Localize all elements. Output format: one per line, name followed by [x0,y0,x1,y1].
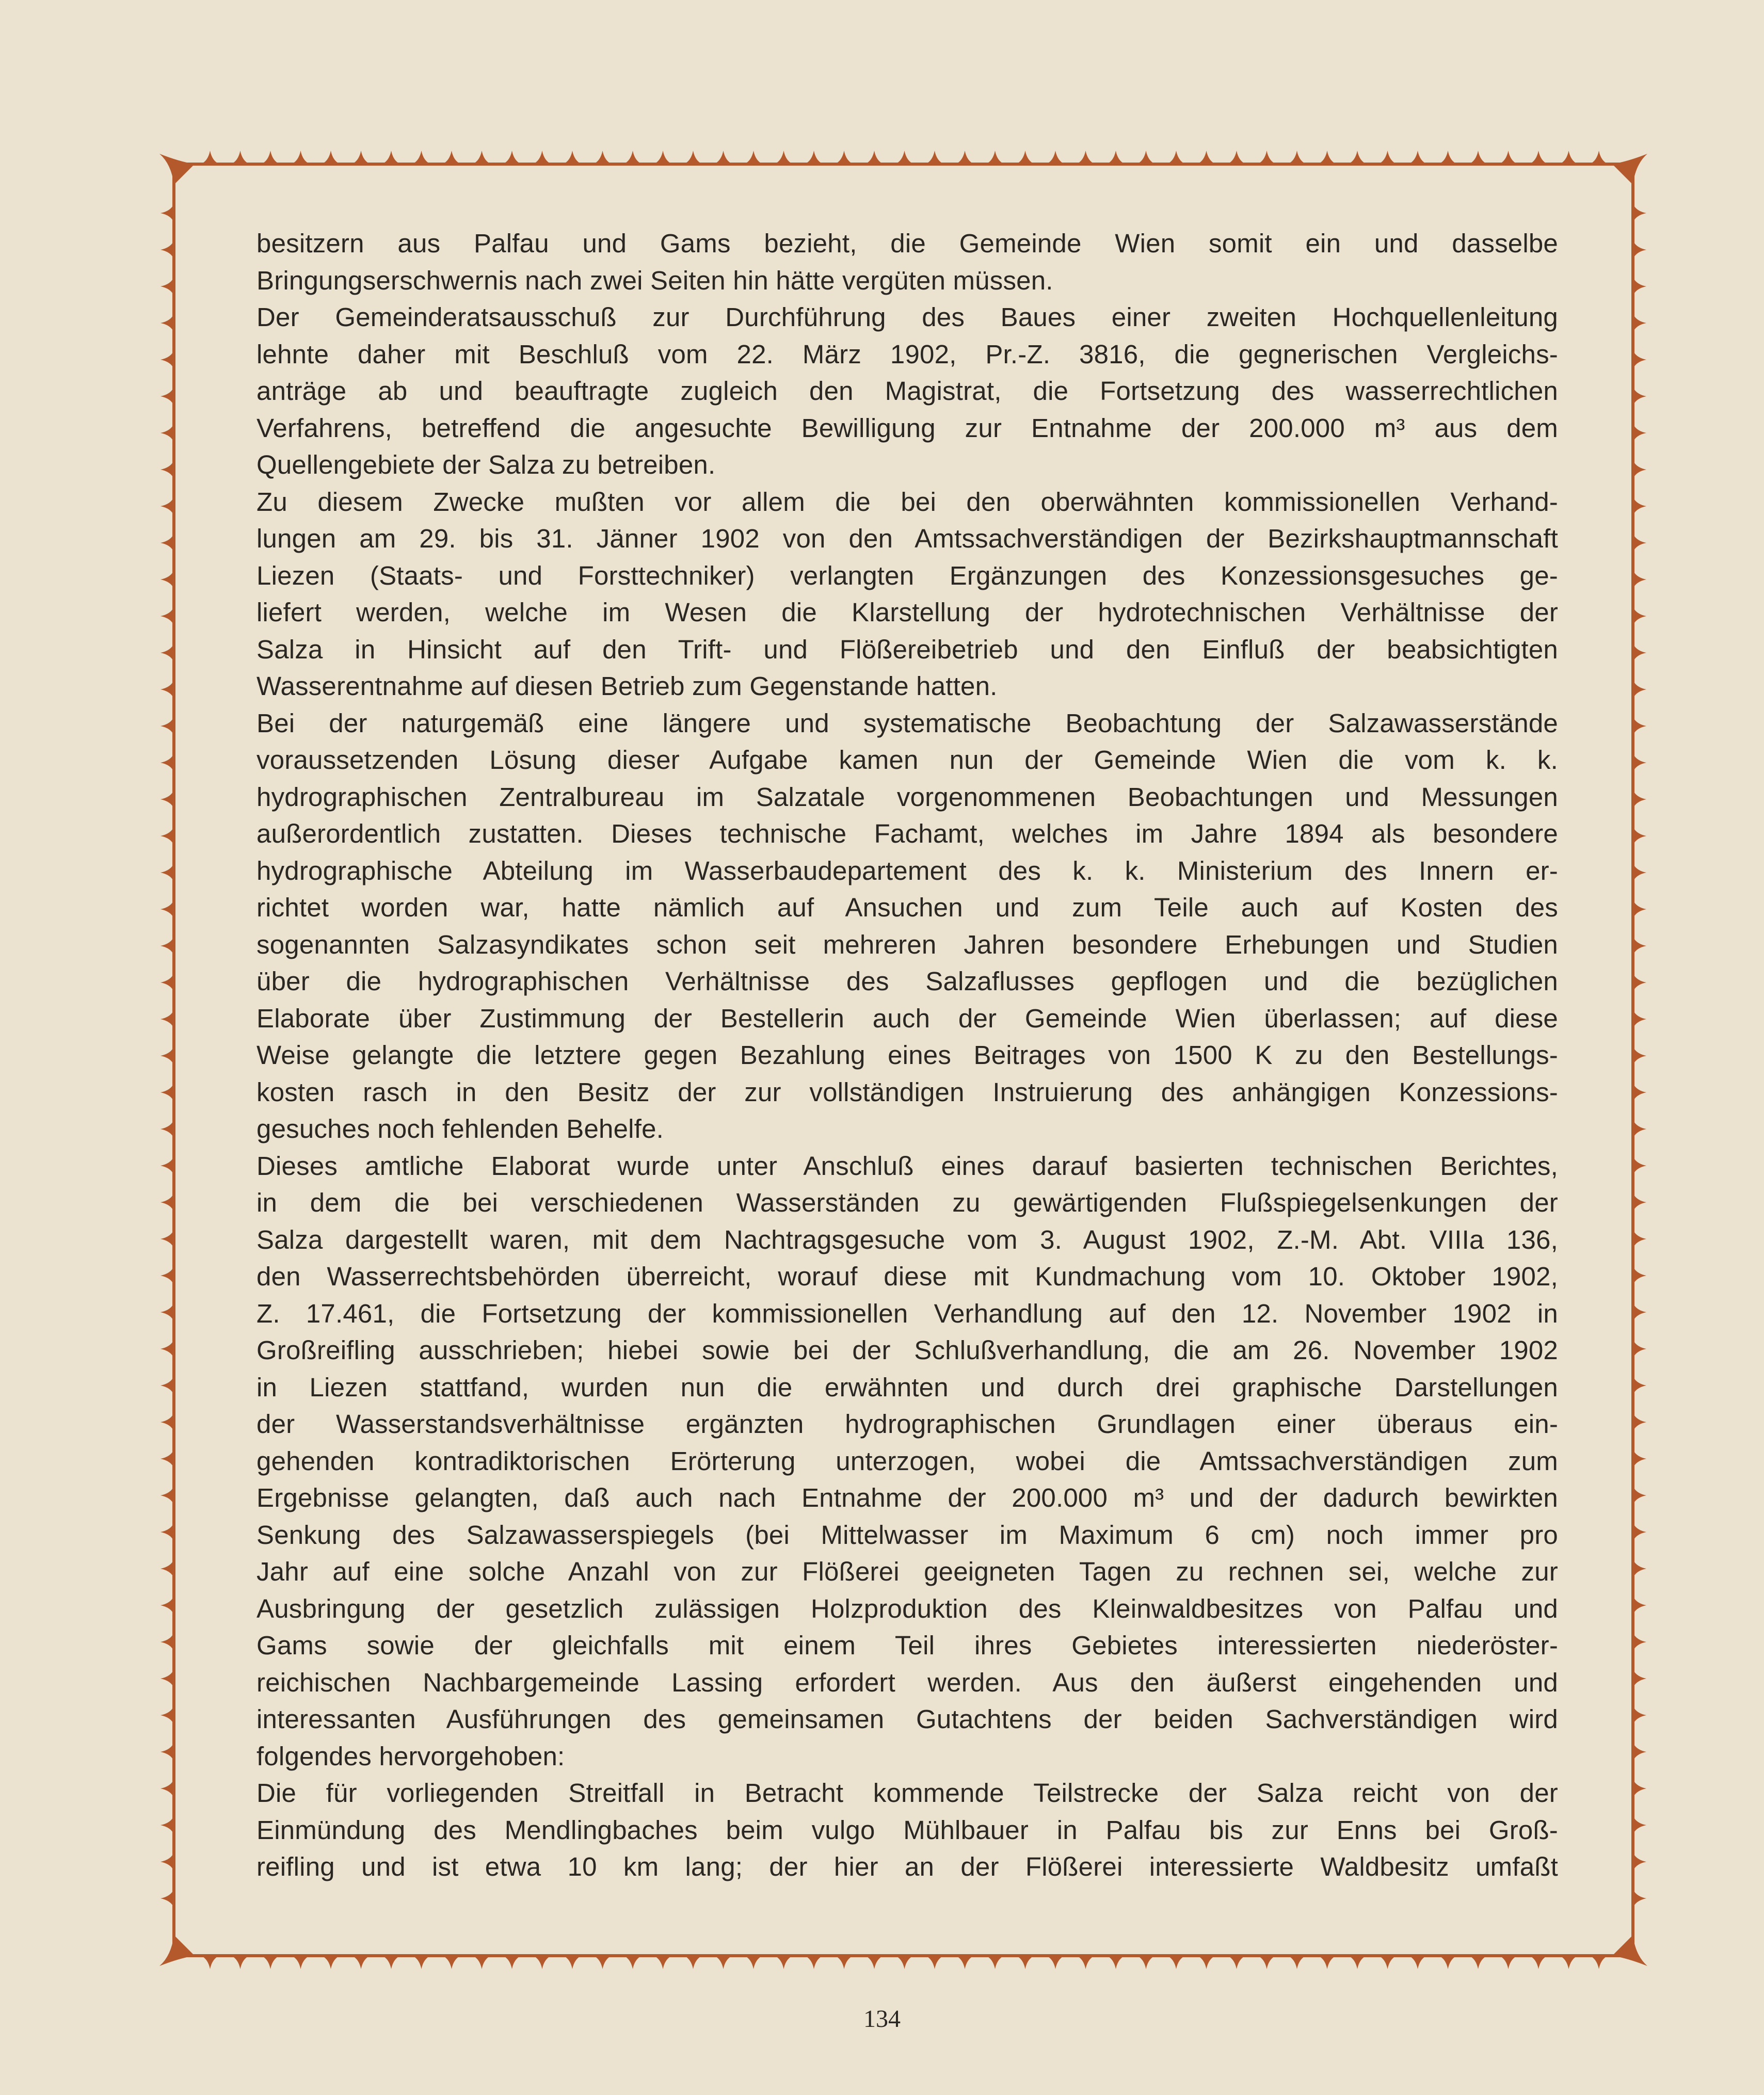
border-triangle [1633,1816,1646,1834]
border-triangle [161,277,174,296]
text-line: anträge ab und beauftragte zugleich den Magistrat, die Fortsetzung des wasserrechtlichen [256,376,1558,406]
border-triangle [1077,151,1095,164]
border-triangle [292,1956,310,1969]
border-triangle [161,1852,174,1871]
border-triangle [1167,1956,1185,1969]
text-line: liefert werden, welche im Wesen die Klarstellung der hydrotechnischen Verhältnisse der [256,598,1558,627]
text-line: über die hydrographischen Verhältnisse des Salzaflusses gepflogen und die bezüglichen [256,966,1558,996]
border-triangle [1077,1956,1095,1969]
border-triangle [1633,1413,1646,1431]
border-triangle [201,151,219,164]
border-triangle [161,1889,174,1908]
border-triangle [895,1956,914,1969]
border-triangle [473,1956,491,1969]
border-triangle [744,151,763,164]
border-triangle [1633,717,1646,735]
text-line: sogenannten Salzasyndikates schon seit mehreren Jahren besondere Erhebungen und Studien [256,929,1558,959]
border-triangle [161,1706,174,1725]
border-triangle [1633,827,1646,845]
border-triangle [1633,1449,1646,1468]
border-triangle [1499,151,1518,164]
text-line: reifling und ist etwa 10 km lang; der hier an der Flößerei interessierte Waldbesitz umfaßt [256,1852,1558,1881]
text-line: besitzern aus Palfau und Gams bezieht, die Gemeinde Wien somit ein und dasselbe [256,229,1558,258]
border-triangle [1633,387,1646,406]
border-triangle [1633,1889,1646,1908]
border-triangle [925,1956,944,1969]
text-line: den Wasserrechtsbehörden überreicht, worauf diese mit Kundmachung vom 10. Oktober 1902, [256,1262,1558,1291]
border-triangle [1633,350,1646,369]
text-line: Elaborate über Zustimmung der Bestellerin auch der Gemeinde Wien überlassen; auf diese [256,1003,1558,1033]
text-line: Großreifling ausschrieben; hiebei sowie bei der Schlußverhandlung, die am 26. November 1902 [256,1335,1558,1365]
border-triangle [956,1956,974,1969]
text-line: Z. 17.461, die Fortsetzung der kommissionellen Verhandlung auf den 12. November 1902 in [256,1298,1558,1328]
border-triangle [623,151,642,164]
border-triangle [1633,534,1646,552]
text-line: Liezen (Staats- und Forsttechniker) verlangten Ergänzungen des Konzessionsgesuches ge- [256,560,1558,590]
border-triangle [503,1956,521,1969]
border-triangle [161,1413,174,1431]
border-triangle [161,1120,174,1138]
border-triangle [1633,1596,1646,1615]
border-triangle [563,151,582,164]
border-triangle [161,1449,174,1468]
border-triangle [1590,151,1608,164]
text-line: Die für vorliegenden Streitfall in Betracht kommende Teilstrecke der Salza reicht von der [256,1778,1558,1808]
text-line: interessanten Ausführungen des gemeinsamen Gutachtens der beiden Sachverständigen wird [256,1704,1558,1734]
border-triangle [161,1266,174,1285]
border-triangle [1633,790,1646,809]
border-triangle [1378,151,1397,164]
border-triangle [382,1956,400,1969]
border-triangle [161,424,174,442]
border-triangle [1590,1956,1608,1969]
border-triangle [161,1559,174,1578]
border-triangle [1348,151,1367,164]
text-line: Ergebnisse gelangten, daß auch nach Entnahme der 200.000 m³ und der dadurch bewirkten [256,1483,1558,1512]
border-triangle [805,151,823,164]
border-triangle [654,1956,672,1969]
text-line: gehenden kontradiktorischen Erörterung unterzogen, wobei die Amtssachverständigen zum [256,1446,1558,1476]
text-line: der Wasserstandsverhältnisse ergänzten hydrographischen Grundlagen einer überaus ein- [256,1409,1558,1439]
border-triangle [161,460,174,479]
border-triangle [161,643,174,662]
border-triangle [161,1596,174,1615]
border-triangle [1046,1956,1065,1969]
border-triangle [1469,151,1487,164]
border-triangle [161,900,174,918]
border-triangle [1633,680,1646,699]
border-triangle [1633,753,1646,772]
border-triangle [1529,151,1548,164]
border-triangle [161,1340,174,1358]
text-line: außerordentlich zustatten. Dieses technische Fachamt, welches im Jahre 1894 als besondere [256,819,1558,848]
border-triangle [594,1956,612,1969]
border-triangle [352,1956,371,1969]
text-line: lungen am 29. bis 31. Jänner 1902 von den Amtssachverständigen der Bezirkshauptmannschaft [256,524,1558,553]
border-triangle [563,1956,582,1969]
border-triangle [1499,1956,1518,1969]
border-triangle [1633,1743,1646,1761]
border-triangle [161,717,174,735]
text-line: Bei der naturgemäß eine längere und systematische Beobachtung der Salzawasserstände [256,708,1558,738]
border-triangle [1633,1633,1646,1651]
border-triangle [1167,151,1185,164]
border-triangle [1378,1956,1397,1969]
border-triangle [1633,277,1646,296]
text-line: in Liezen stattfand, wurden nun die erwähnten und durch drei graphische Darstellungen [256,1372,1558,1402]
border-triangle [161,1743,174,1761]
border-triangle [1633,607,1646,625]
text-line: Gams sowie der gleichfalls mit einem Teil ihres Gebietes interessierten niederöster- [256,1631,1558,1660]
border-triangle [1633,1669,1646,1688]
border-triangle [1633,1559,1646,1578]
corner-ornament [159,1935,195,1966]
border-triangle [1633,1706,1646,1725]
border-triangle [895,151,914,164]
border-triangle [161,827,174,845]
border-triangle [161,534,174,552]
border-triangle [442,1956,461,1969]
corner-ornament [1612,1935,1647,1966]
border-triangle [161,1083,174,1102]
border-triangle [835,1956,854,1969]
border-triangle [1318,151,1337,164]
border-triangle [1288,1956,1306,1969]
text-line: voraussetzenden Lösung dieser Aufgabe kamen nun der Gemeinde Wien die vom k. k. [256,745,1558,775]
border-triangle [1633,1010,1646,1028]
text-line: Salza dargestellt waren, mit dem Nachtragsgesuche vom 3. August 1902, Z.-M. Abt. VIIIa 136, [256,1224,1558,1254]
text-line: richtet worden war, hatte nämlich auf Ansuchen und zum Teile auch auf Kosten des [256,893,1558,922]
border-triangle [322,1956,340,1969]
border-triangle [623,1956,642,1969]
border-triangle [161,973,174,992]
border-triangle [161,1523,174,1541]
border-triangle [161,680,174,699]
border-triangle [1408,1956,1427,1969]
border-triangle [161,607,174,625]
border-triangle [1633,937,1646,955]
border-triangle [1469,1956,1487,1969]
text-line: kosten rasch in den Besitz der zur vollständigen Instruierung des anhängigen Konzessions- [256,1077,1558,1107]
border-triangle [1439,1956,1457,1969]
border-triangle [161,1669,174,1688]
text-line: Salza in Hinsicht auf den Trift- und Flößereibetrieb und den Einfluß der beabsichtigten [256,634,1558,664]
border-triangle [775,151,793,164]
text-line: Senkung des Salzawasserspiegels (bei Mittelwasser im Maximum 6 cm) noch immer pro [256,1520,1558,1550]
border-triangle [161,204,174,222]
text-line: gesuches noch fehlenden Behelfe. [256,1114,664,1143]
border-triangle [201,1956,219,1969]
border-triangle [1560,151,1578,164]
border-triangle [1633,460,1646,479]
border-triangle [1137,1956,1156,1969]
border-triangle [292,151,310,164]
border-triangle [1529,1956,1548,1969]
border-triangle [161,1376,174,1395]
text-line: Weise gelangte die letztere gegen Bezahlung eines Beitrages von 1500 K zu den Bestellungs- [256,1040,1558,1070]
border-triangle [1106,1956,1125,1969]
border-triangle [1633,1376,1646,1395]
text-line: Bringungserschwernis nach zwei Seiten hin hätte vergüten müssen. [256,265,1053,295]
border-triangle [1633,1266,1646,1285]
border-triangle [1633,900,1646,918]
border-triangle [412,1956,431,1969]
border-triangle [925,151,944,164]
border-triangle [775,1956,793,1969]
text-line: hydrographischen Zentralbureau im Salzatale vorgenommenen Beobachtungen und Messungen [256,782,1558,812]
border-triangle [161,790,174,809]
border-triangle [261,1956,280,1969]
border-triangle [594,151,612,164]
border-triangle [1016,151,1035,164]
border-triangle [473,151,491,164]
text-line: Zu diesem Zwecke mußten vor allem die bei den oberwähnten kommissionellen Verhand- [256,487,1558,517]
border-triangle [1633,1193,1646,1212]
border-triangle [261,151,280,164]
border-triangle [1288,151,1306,164]
border-triangle [986,1956,1004,1969]
border-triangle [1258,1956,1276,1969]
border-triangle [1348,1956,1367,1969]
border-triangle [714,1956,733,1969]
border-triangle [1633,497,1646,515]
corner-ornament [1612,154,1647,185]
border-triangle [161,570,174,589]
border-triangle [161,1633,174,1651]
text-line: lehnte daher mit Beschluß vom 22. März 1902, Pr.-Z. 3816, die gegnerischen Vergleichs- [256,339,1558,369]
text-line: Der Gemeinderatsausschuß zur Durchführung des Baues einer zweiten Hochquellenleitung [256,302,1558,332]
border-triangle [161,1193,174,1212]
text-line: Jahr auf eine solche Anzahl von zur Flößerei geeigneten Tagen zu rechnen sei, welche zur [256,1557,1558,1586]
border-triangle [161,350,174,369]
border-triangle [1633,204,1646,222]
text-line: hydrographische Abteilung im Wasserbaudepartement des k. k. Ministerium des Innern er- [256,856,1558,885]
border-triangle [161,387,174,406]
border-triangle [865,1956,884,1969]
text-line: Ausbringung der gesetzlich zulässigen Holzproduktion des Kleinwaldbesitzes von Palfau und [256,1593,1558,1623]
border-triangle [744,1956,763,1969]
border-triangle [161,1156,174,1175]
border-triangle [1137,151,1156,164]
border-triangle [231,151,250,164]
border-triangle [161,937,174,955]
border-triangle [161,1816,174,1834]
border-triangle [1633,1523,1646,1541]
border-triangle [1633,1046,1646,1065]
border-triangle [161,1046,174,1065]
border-triangle [442,151,461,164]
border-triangle [161,240,174,259]
page-number: 134 [863,2005,901,2033]
border-triangle [503,151,521,164]
border-triangle [684,1956,702,1969]
border-triangle [684,151,702,164]
border-triangle [533,151,552,164]
corner-ornament [159,154,195,185]
border-triangle [1633,1303,1646,1322]
border-triangle [161,753,174,772]
body-text [256,225,1558,1886]
text-line: Wasserentnahme auf diesen Betrieb zum Gegenstande hatten. [256,671,998,701]
border-triangle [382,151,400,164]
text-line: reichischen Nachbargemeinde Lassing erfordert werden. Aus den äußerst eingehenden und [256,1667,1558,1697]
border-triangle [1633,1340,1646,1358]
border-triangle [1258,151,1276,164]
text-line: in dem die bei verschiedenen Wasserständen zu gewärtigenden Flußspiegelsenkungen der [256,1188,1558,1217]
text-line: folgendes hervorgehoben: [256,1741,565,1771]
border-triangle [161,1230,174,1248]
border-triangle [1633,424,1646,442]
border-triangle [1633,1486,1646,1505]
border-triangle [1227,1956,1246,1969]
border-triangle [1227,151,1246,164]
border-triangle [805,1956,823,1969]
border-triangle [1633,643,1646,662]
border-triangle [1633,1779,1646,1798]
border-triangle [1633,863,1646,882]
border-triangle [231,1956,250,1969]
border-triangle [161,1010,174,1028]
border-triangle [956,151,974,164]
border-triangle [161,863,174,882]
border-triangle [533,1956,552,1969]
border-triangle [1633,973,1646,992]
border-triangle [1016,1956,1035,1969]
border-triangle [1318,1956,1337,1969]
border-triangle [1106,151,1125,164]
border-triangle [1197,1956,1216,1969]
text-line: Dieses amtliche Elaborat wurde unter Anschluß eines darauf basierten technischen Berichtes, [256,1151,1558,1181]
border-triangle [161,497,174,515]
border-triangle [1633,1156,1646,1175]
border-triangle [1633,1852,1646,1871]
border-triangle [865,151,884,164]
border-triangle [161,314,174,332]
text-line: Quellengebiete der Salza zu betreiben. [256,450,716,479]
border-triangle [412,151,431,164]
border-triangle [161,1779,174,1798]
border-triangle [1408,151,1427,164]
border-triangle [835,151,854,164]
border-triangle [1633,1230,1646,1248]
border-triangle [1439,151,1457,164]
text-line: Verfahrens, betreffend die angesuchte Bewilligung zur Entnahme der 200.000 m³ aus dem [256,413,1558,443]
border-triangle [1046,151,1065,164]
border-triangle [1633,1083,1646,1102]
border-triangle [1560,1956,1578,1969]
text-line: Einmündung des Mendlingbaches beim vulgo Mühlbauer in Palfau bis zur Enns bei Groß- [256,1815,1558,1845]
border-triangle [161,1486,174,1505]
border-triangle [714,151,733,164]
border-triangle [322,151,340,164]
border-triangle [1633,314,1646,332]
border-triangle [1197,151,1216,164]
border-triangle [654,151,672,164]
border-triangle [352,151,371,164]
border-triangle [1633,240,1646,259]
border-triangle [1633,570,1646,589]
border-triangle [986,151,1004,164]
border-triangle [1633,1120,1646,1138]
border-triangle [161,1303,174,1322]
